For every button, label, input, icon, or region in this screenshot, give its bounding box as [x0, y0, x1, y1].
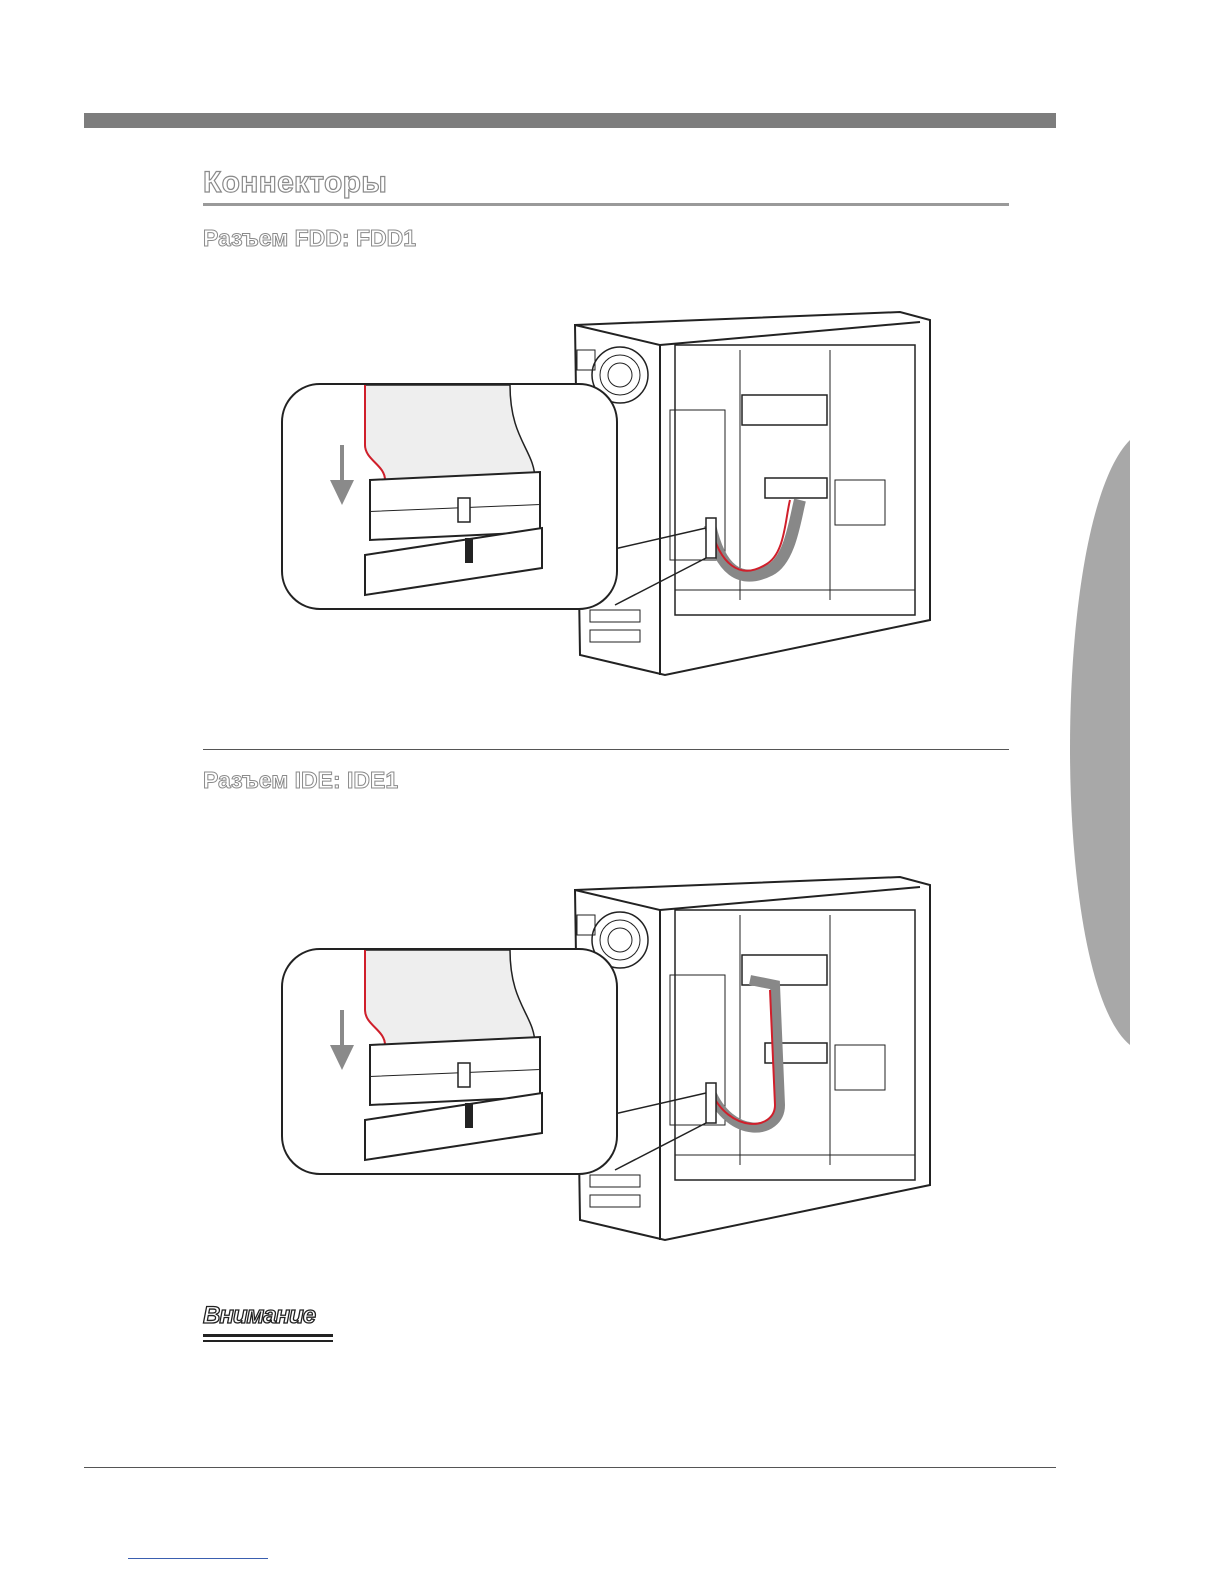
title-rule — [203, 203, 1009, 206]
footer-link-line — [128, 1558, 268, 1559]
section-title: Коннекторы — [203, 166, 388, 199]
notice-underline — [203, 1334, 333, 1337]
ide-heading: Разъем IDE: IDE1 — [203, 767, 399, 793]
fdd-install-illustration — [270, 300, 940, 680]
fdd-heading: Разъем FDD: FDD1 — [203, 225, 417, 251]
ide-install-illustration — [270, 865, 940, 1245]
footer-rule — [84, 1467, 1056, 1468]
header-bar — [84, 113, 1056, 128]
notice-label: Внимание — [203, 1302, 316, 1329]
notice-underline-second — [203, 1340, 333, 1342]
section-divider — [203, 749, 1009, 750]
